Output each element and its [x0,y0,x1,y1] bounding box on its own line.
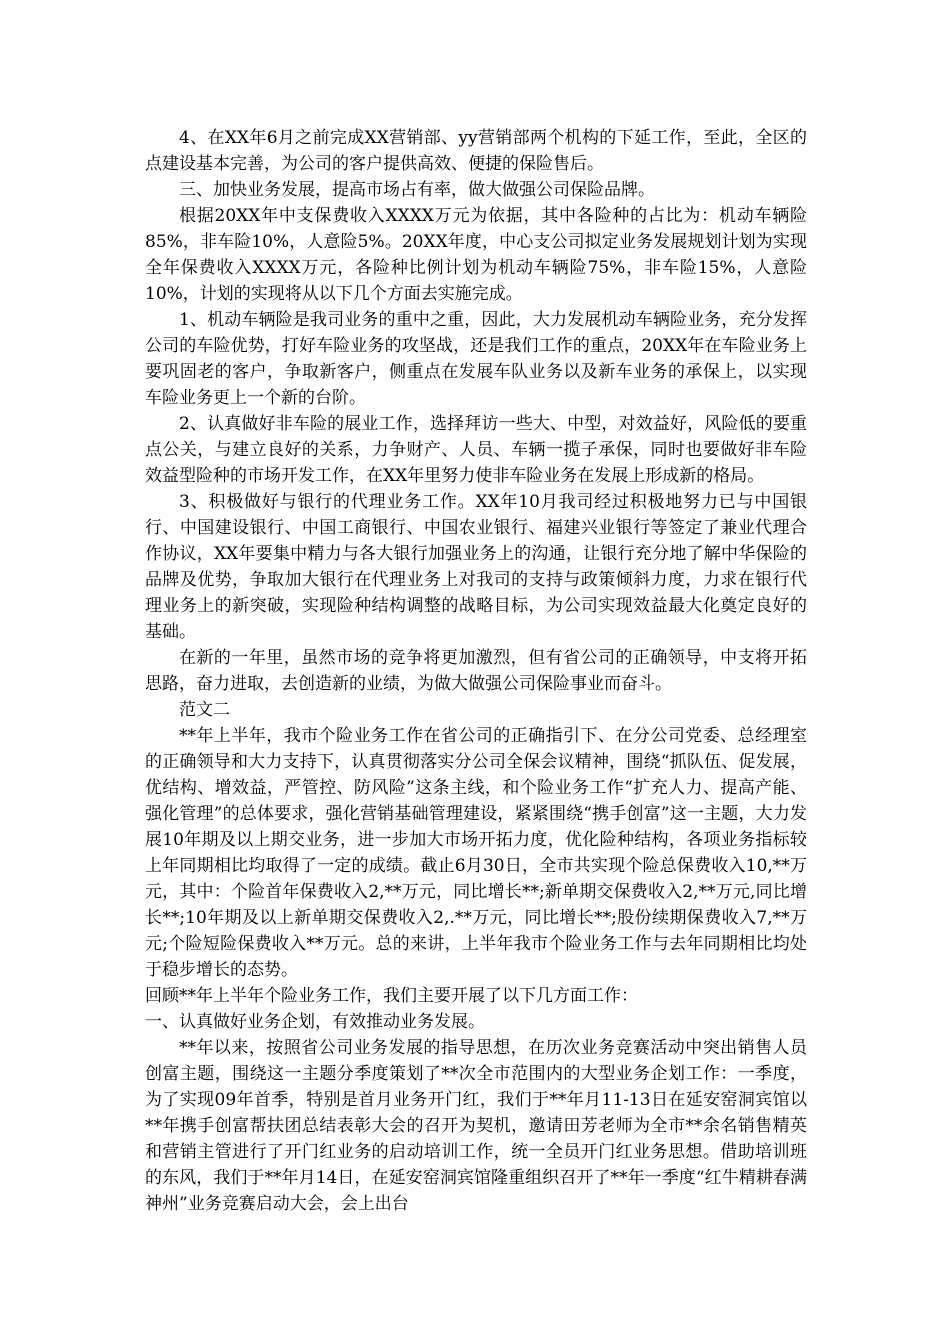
paragraph-item-4-branch-extension: 4、在XX年6月之前完成XX营销部、yy营销部两个机构的下延工作，至此，全区的点建设基本完善，为公司的客户提供高效、便捷的保险售后。 [145,128,807,174]
section-heading-business-planning: 一、认真做好业务企划，有效推动业务发展。 [145,1012,485,1032]
sample-heading-two: 范文二 [179,700,230,720]
paragraph-item-3-bank-agency: 3、积极做好与银行的代理业务工作。XX年10月我司经过积极地努力已与中国银行、中国建设银行、中国工商银行、中国农业银行、福建兴业银行等签定了兼业代理合作协议，XX年要集中精力与各大银行加强业务上的沟通，让银行充分地了解中华保险的品牌及优势，争取加大银行在代理业务上对我司的支持与政策倾斜力度，力求在银行代理业务上的新突破，实现险种结构调整的战略目标，为公司实现效益最大化奠定良好的基础。 [145,492,807,642]
paragraph-new-year-outlook: 在新的一年里，虽然市场的竞争将更加激烈，但有省公司的正确领导，中支将开拓思路，奋力进取，去创造新的业绩，为做大做强公司保险事业而奋斗。 [145,648,807,694]
paragraph-half-year-summary: **年上半年，我市个险业务工作在省公司的正确指引下、在分公司党委、总经理室的正确领导和大力支持下，认真贯彻落实分公司全保会议精神，围绕“抓队伍、促发展，优结构、增效益，严管控、防风险”这条主线，和个险业务工作“扩充人力、提高产能、强化管理”的总体要求，强化营销基础管理建设，紧紧围绕“携手创富”这一主题，大力发展10年期及以上期交业务，进一步加大市场开拓力度，优化险种结构，各项业务指标较上年同期相比均取得了一定的成绩。截止6月30日，全市共实现个险总保费收入10,**万元，其中：个险首年保费收入2,**万元，同比增长**;新单期交保费收入2,**万元,同比增长**;10年期及以上新单期交保费收入2,.**万元，同比增长**;股份续期保费收入7,**万元;个险短险保费收入**万元。总的来讲，上半年我市个险业务工作与去年同期相比均处于稳步增长的态势。 [145,726,807,980]
paragraph-planning-details: **年以来，按照省公司业务发展的指导思想，在历次业务竞赛活动中突出销售人员创富主题，围绕这一主题分季度策划了**次全市范围内的大型业务企划工作：一季度，为了实现09年首季，特别是首月业务开门红，我们于**年月11-13日在延安窑洞宾馆以**年携手创富帮扶团总结表彰大会的召开为契机，邀请田芳老师为全市**余名销售精英和营销主管进行了开门红业务的启动培训工作，统一全员开门红业务思想。借助培训班的东风，我们于**年月14日，在延安窑洞宾馆隆重组织召开了**年一季度“红牛精耕春满神州”业务竞赛启动大会，会上出台 [145,1038,807,1214]
document-body [145,125,807,1217]
paragraph-item-2-non-motor-insurance: 2、认真做好非车险的展业工作，选择拜访一些大、中型，对效益好，风险低的要重点公关，与建立良好的关系，力争财产、人员、车辆一揽子承保，同时也要做好非车险效益型险种的市场开发工作，在XX年里努力使非车险业务在发展上形成新的格局。 [145,414,807,486]
paragraph-premium-plan: 根据20XX年中支保费收入XXXX万元为依据，其中各险种的占比为：机动车辆险85%，非车险10%，人意险5%。20XX年度，中心支公司拟定业务发展规划计划为实现全年保费收入XXXX万元，各险种比例计划为机动车辆险75%，非车险15%，人意险10%，计划的实现将从以下几个方面去实施完成。 [145,206,807,304]
paragraph-review-intro: 回顾**年上半年个险业务工作，我们主要开展了以下几方面工作： [145,986,638,1006]
paragraph-item-1-motor-insurance: 1、机动车辆险是我司业务的重中之重，因此，大力发展机动车辆险业务，充分发挥公司的车险优势，打好车险业务的攻坚战，还是我们工作的重点，20XX年在车险业务上要巩固老的客户，争取新客户，侧重点在发展车队业务以及新车业务的承保上，以实现车险业务更上一个新的台阶。 [145,310,807,408]
section-heading-business-growth: 三、加快业务发展，提高市场占有率，做大做强公司保险品牌。 [179,180,655,200]
